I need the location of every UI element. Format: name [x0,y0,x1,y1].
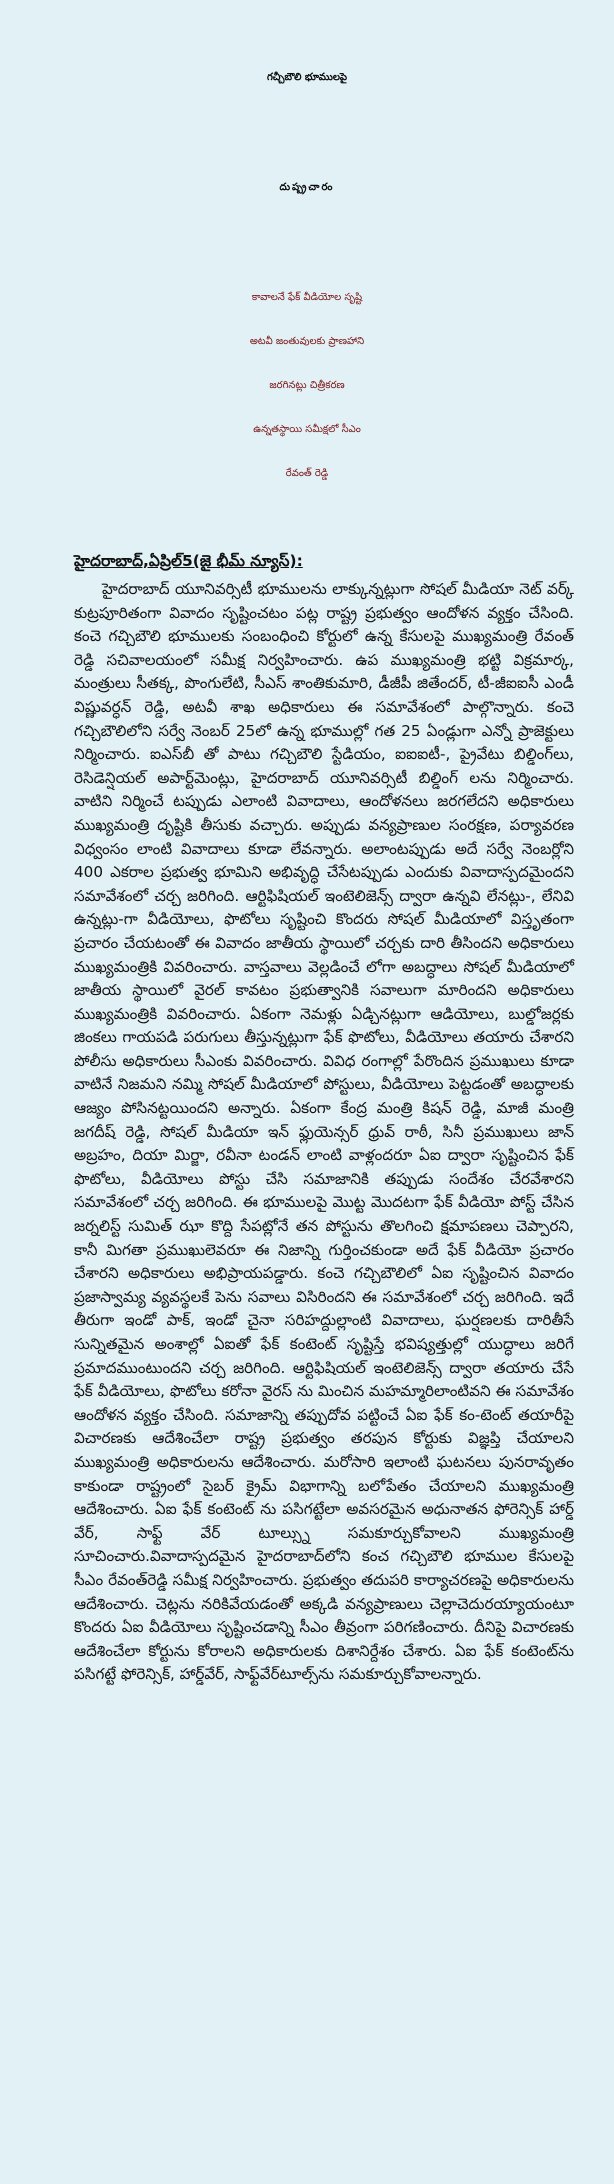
subhead-1: కావాలనే ఫేక్ వీడియోల సృష్టి [251,292,363,303]
headline-line-1: గచ్చీబౌలి భూములపై [266,72,348,83]
dateline: హైదరాబాద్,ఏప్రిల్5(జై భీమ్ న్యూస్): [74,552,303,570]
subhead-5: రేవంత్ రెడ్డి [285,468,329,479]
subhead-3: జరగినట్లు చిత్రీకరణ [269,380,345,391]
article-body: హైదరాబాద్ యూనివర్సిటీ భూములను లాక్కున్నట్లుగా సోషల్ మీడియా నెట్ వర్క్ కుట్రపూరితంగా వివాదం సృష్టించటం పట్ల రాష్ట్ర ప్రభుత్వం ఆందోళన వ్యక్తం చేసింది. కంచె గచ్చిబౌలి భూములకు సంబంధించి కోర్టులో ఉన్న కేసులపై ముఖ్యమంత్రి రేవంత్ రెడ్డి సచివాలయంలో సమీక్ష నిర్వహించారు. ఉప ముఖ్యమంత్రి భట్టి విక్రమార్క, మంత్రులు సీతక్క, పొంగులేటి, సీఎస్ శాంతికుమారి, డీజీపీ జితేందర్, టీ-జీఐఐసీ ఎండీ విష్ణువర్ధన్ రెడ్డి, అటవీ శాఖ అధికారులు ఈ సమావేశంలో పాల్గొన్నారు. కంచె గచ్చిబౌలిలోని సర్వే నెంబర్ 25లో ఉన్న భూముల్లో గత 25 ఏండ్లుగా ఎన్నో ప్రాజెక్టులు నిర్మించారు. ఐఎస్‌బీ తో పాటు గచ్చిబౌలి స్టేడియం, ఐఐఐటీ-, ప్రైవేటు బిల్డింగ్‌లు, రెసిడెన్షియల్ అపార్ట్‌మెంట్లు, హైదరాబాద్ యూనివర్సిటీ బిల్డింగ్ లను నిర్మించారు. వాటిని నిర్మించే టప్పుడు ఎలాంటి వివాదాలు, ఆందోళనలు జరగలేదని అధికారులు ముఖ్యమంత్రి దృష్టికి తీసుకు వచ్చారు. అప్పుడు వన్యప్రాణుల సంరక్షణ, పర్యావరణ విధ్వంసం లాంటి వివాదాలు కూడా లేవన్నారు. అలాంటప్పుడు అదే సర్వే నెంబర్లోని 400 ఎకరాల ప్రభుత్వ భూమిని అభివృద్ధి చేసేటప్పుడు ఎందుకు వివాదాస్పదమైందని సమావేశంలో చర్చ జరిగింది. ఆర్టిఫిషియల్ ఇంటెలిజెన్స్ ద్వారా ఉన్నవి లేనట్లు-, లేనివి ఉన్నట్లు-గా వీడియోలు, ఫొటోలు సృష్టించి కొందరు సోషల్ మీడియాలో విస్తృతంగా ప్రచారం చేయటంతో ఈ వివాదం జాతీయ స్థాయిలో చర్చకు దారి తీసిందని అధికారులు ముఖ్యమంత్రికి వివరించారు. వాస్తవాలు వెల్లడించే లోగా అబద్ధాలు సోషల్ మీడియాలో జాతీయ స్థాయిలో వైరల్ కావటం ప్రభుత్వానికి సవాలుగా మారిందని అధికారులు ముఖ్యమంత్రికి వివరించారు. ఏకంగా నెమళ్లు ఏడ్చినట్లుగా ఆడియోలు, బుల్డోజర్లకు జింకలు గాయపడి పరుగులు తీస్తున్నట్లుగా ఫేక్ ఫొటోలు, వీడియోలు తయారు చేశారని పోలీసు అధికారులు సీఎంకు వివరించారు. వివిధ రంగాల్లో పేరొందిన ప్రముఖులు కూడా వాటినే నిజమని నమ్మి సోషల్ మీడియాలో పోస్టులు, వీడియోలు పెట్టడంతో అబద్ధాలకు ఆజ్యం పోసినట్టయిందని అన్నారు. ఏకంగా కేంద్ర మంత్రి కిషన్ రెడ్డి, మాజీ మంత్రి జగదీష్ రెడ్డి, సోషల్ మీడియా ఇన్ ఫ్లుయెన్సర్ ధ్రువ్ రాఠీ, సినీ ప్రముఖులు జాన్ అబ్రహం, దియా మిర్జా, రవీనా టండన్ లాంటి వాళ్లందరూ ఏఐ ద్వారా సృష్టించిన ఫేక్ ఫొటోలు, వీడియోలు పోస్టు చేసి సమాజానికి తప్పుడు సందేశం చేరవేశారని సమావేశంలో చర్చ జరిగింది. ఈ భూములపై మొట్ట మొదటగా ఫేక్ వీడియో పోస్ట్ చేసిన జర్నలిస్ట్ సుమిత్ ఝా కొద్ది సేపట్లోనే తన పోస్టును తొలగించి క్షమాపణలు చెప్పారని, కానీ మిగతా ప్రముఖులెవరూ ఈ నిజాన్ని గుర్తించకుండా అదే ఫేక్ వీడియో ప్రచారం చేశారని అధికారులు అభిప్రాయపడ్డారు. కంచె గచ్చిబౌలిలో ఏఐ సృష్టించిన వివాదం ప్రజాస్వామ్య వ్యవస్థలకే పెను సవాలు విసిరిందని ఈ సమావేశంలో చర్చ జరిగింది. ఇదే తీరుగా ఇండో పాక్, ఇండో చైనా సరిహద్దుల్లాంటి వివాదాలు, ఘర్షణలకు దారితీసే సున్నితమైన అంశాల్లో ఏఐతో ఫేక్ కంటెంట్ సృష్టిస్తే భవిష్యత్తుల్లో యుద్ధాలు జరిగే ప్రమాదముంటుందని చర్చ జరిగింది. ఆర్టిఫిషియల్ ఇంటెలిజెన్స్ ద్వారా తయారు చేసే ఫేక్ వీడియోలు, ఫొటోలు కరోనా వైరస్ ను మించిన మహమ్మారిలాంటివని ఈ సమావేశం ఆందోళన వ్యక్తం చేసింది. సమాజాన్ని తప్పుదోవ పట్టించే ఏఐ ఫేక్ కం-టెంట్ తయారీపై విచారణకు ఆదేశించేలా రాష్ట్ర ప్రభుత్వం తరపున కోర్టుకు విజ్ఞప్తి చేయాలని ముఖ్యమంత్రి అధికారులను ఆదేశించారు. మరోసారి ఇలాంటి ఘటనలు పునరావృతం కాకుండా రాష్ట్రంలో సైబర్ క్రైమ్ విభాగాన్ని బలోపేతం చేయాలని ముఖ్యమంత్రి ఆదేశించారు. ఏఐ ఫేక్ కంటెంట్ ను పసిగట్టేలా అవసరమైన అధునాతన ఫోరెన్సిక్ హార్డ్ వేర్, సాఫ్ట్ వేర్ టూల్స్ను సమకూర్చుకోవాలని ముఖ్యమంత్రి సూచించారు.వివాదాస్పదమైన హైదరాబాద్‌లోని కంచ గచ్చిబౌలి భూముల కేసులపై సీఎం రేవంత్‌రెడ్డి సమీక్ష నిర్వహించారు. ప్రభుత్వం తదుపరి కార్యాచరణపై అధికారులను ఆదేశించారు. చెట్లను నరికివేయడంతో అక్కడి వన్యప్రాణులు చెల్లాచెదురయ్యాయంటూ కొందరు ఏఐ వీడియోలు సృష్టించడాన్ని సీఎం తీవ్రంగా పరిగణించారు. దీనిపై విచారణకు ఆదేశించేలా కోర్టును కోరాలని అధికారులకు దిశానిర్దేశం చేశారు. ఏఐ ఫేక్ కంటెంట్‌ను పసిగట్టే ఫోరెన్సిక్, హార్డ్‌వేర్, సాఫ్ట్‌వేర్‌టూల్స్‌ను సమకూర్చుకోవాలన్నారు. [74,580,574,1684]
subhead-2: అటవీ జంతువులకు ప్రాణహాని [249,336,365,347]
headline-line-2: దుష్ప్రచారం [279,182,335,193]
subheads [0,258,614,496]
subhead-4: ఉన్నతస్థాయి సమీక్షలో సీఎం [253,424,361,435]
